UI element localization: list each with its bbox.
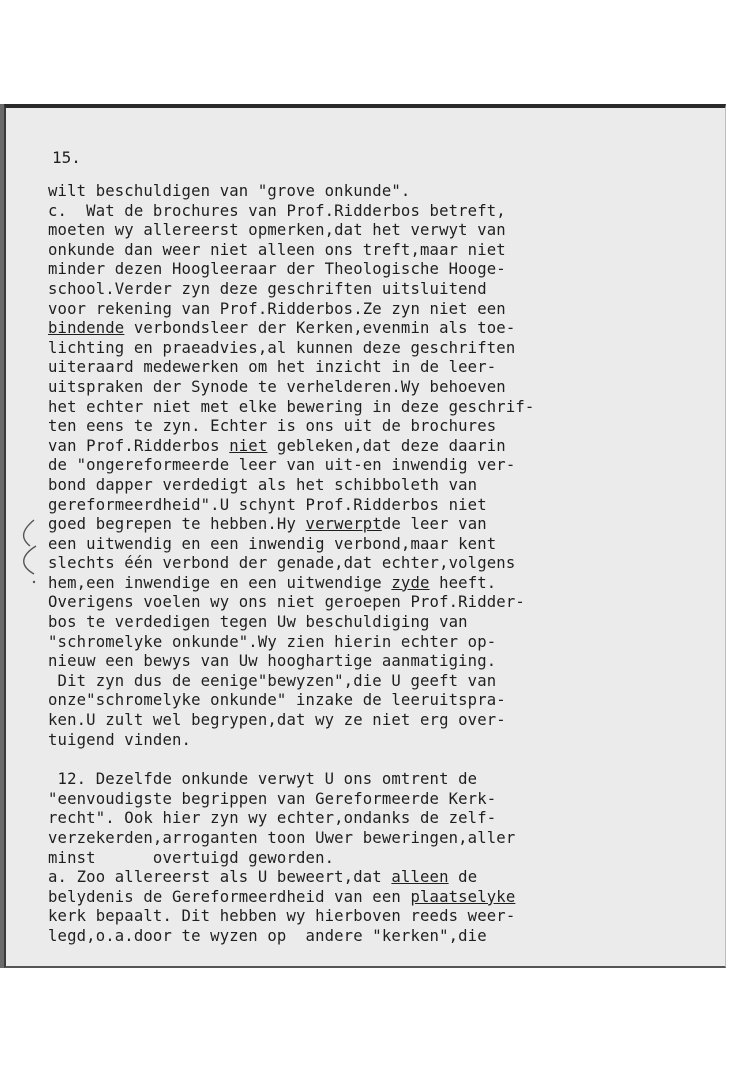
text-line: bindende verbondsleer der Kerken,evenmin als toe-: [48, 319, 516, 338]
text-line: de "ongereformeerde leer van uit-en inwendig ver-: [48, 456, 516, 475]
text-line: Dit zyn dus de eenige"bewyzen",die U geeft van: [48, 671, 497, 690]
text-line: "schromelyke onkunde".Wy zien hierin echter op-: [48, 632, 497, 651]
text-line: voor rekening van Prof.Ridderbos.Ze zyn niet een: [48, 299, 506, 318]
text-line: lichting en praeadvies,al kunnen deze geschriften: [48, 338, 516, 357]
page-number: 15.: [52, 148, 81, 167]
text-line: moeten wy allereerst opmerken,dat het verwyt van: [48, 221, 506, 240]
text-line: ken.U zult wel begrypen,dat wy ze niet erg over-: [48, 711, 506, 730]
text-line: 12. Dezelfde onkunde verwyt U ons omtrent de: [48, 770, 478, 789]
text-line: hem,een inwendige en een uitwendige zyde heeft.: [48, 573, 497, 592]
text-line: bos te verdedigen tegen Uw beschuldiging van: [48, 613, 468, 632]
paragraph-1: [48, 182, 698, 750]
text-line: ten eens te zyn. Echter is ons uit de brochures: [48, 417, 497, 436]
text-line: gereformeerdheid".U schynt Prof.Ridderbos niet: [48, 495, 487, 514]
text-line: legd,o.a.door te wyzen op andere "kerken",die: [48, 926, 487, 945]
text-line: tuigend vinden.: [48, 730, 192, 749]
margin-pencil-mark: [14, 516, 42, 586]
text-line: het echter niet met elke bewering in deze geschrif-: [48, 397, 535, 416]
text-line: slechts één verbond der genade,dat echter,volgens: [48, 554, 516, 573]
text-line: een uitwendig en een inwendig verbond,maar kent: [48, 534, 497, 553]
text-line: van Prof.Ridderbos niet gebleken,dat deze daarin: [48, 436, 506, 455]
text-line: "eenvoudigste begrippen van Gereformeerde Kerk-: [48, 789, 497, 808]
text-line: minder dezen Hoogleeraar der Theologische Hooge-: [48, 260, 506, 279]
text-line: onkunde dan weer niet alleen ons treft,maar niet: [48, 240, 506, 259]
text-line: c. Wat de brochures van Prof.Ridderbos betreft,: [48, 201, 506, 220]
text-line: bond dapper verdedigt als het schibboleth van: [48, 475, 478, 494]
paragraph-2: [48, 770, 698, 946]
text-line: uiteraard medewerken om het inzicht in de leer-: [48, 358, 497, 377]
text-line: Overigens voelen wy ons niet geroepen Prof.Ridder-: [48, 593, 525, 612]
text-line: recht". Ook hier zyn wy echter,ondanks de zelf-: [48, 809, 497, 828]
paragraph-gap: [48, 750, 698, 770]
text-line: belydenis de Gereformeerdheid van een plaatselyke: [48, 887, 516, 906]
text-line: minst overtuigd geworden.: [48, 848, 335, 867]
text-line: school.Verder zyn deze geschriften uitsluitend: [48, 279, 487, 298]
text-line: a. Zoo allereerst als U beweert,dat alleen de: [48, 868, 478, 887]
body-text: [48, 144, 698, 947]
text-line: nieuw een bewys van Uw hooghartige aanmatiging.: [48, 652, 497, 671]
text-line: wilt beschuldigen van "grove onkunde".: [48, 182, 411, 200]
text-line: uitspraken der Synode te verhelderen.Wy behoeven: [48, 377, 506, 396]
text-line: goed begrepen te hebben.Hy verwerptde leer van: [48, 515, 487, 534]
text-line: verzekerden,arroganten toon Uwer beweringen,aller: [48, 829, 516, 847]
text-line: onze"schromelyke onkunde" inzake de leeruitspra-: [48, 691, 506, 710]
text-line: kerk bepaalt. Dit hebben wy hierboven reeds weer-: [48, 907, 516, 926]
